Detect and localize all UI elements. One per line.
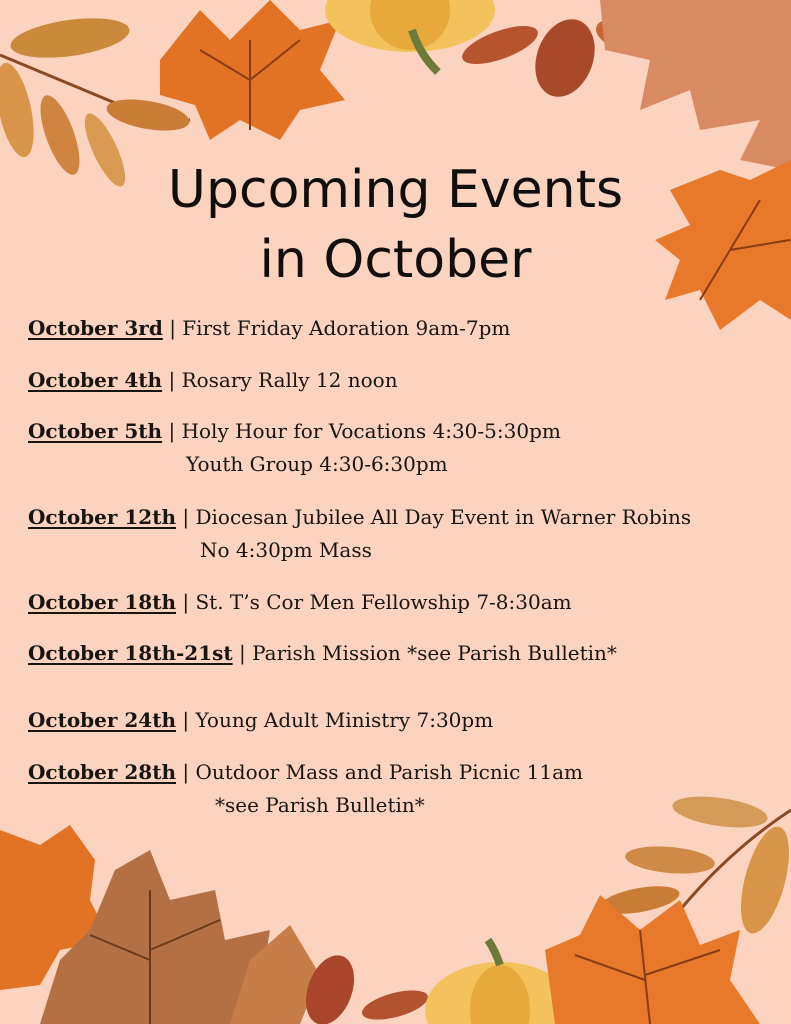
event-date: October 18th	[28, 590, 176, 614]
separator: |	[239, 641, 246, 665]
pumpkin-bottom-icon	[297, 940, 575, 1024]
event-date: October 18th-21st	[28, 641, 233, 665]
event-extra-text: Youth Group 4:30-6:30pm	[186, 452, 448, 476]
separator: |	[182, 760, 190, 784]
event-date: October 4th	[28, 368, 163, 392]
event-text: Diocesan Jubilee All Day Event in Warner Robins	[195, 505, 692, 529]
separator: |	[182, 505, 190, 529]
event-date: October 3rd	[28, 316, 163, 340]
event-row	[28, 366, 398, 394]
event-extra-text: No 4:30pm Mass	[200, 538, 372, 562]
event-text: Holy Hour for Vocations 4:30-5:30pm	[181, 419, 561, 443]
page-title-line-1: Upcoming Events	[167, 160, 624, 220]
event-date: October 12th	[28, 505, 176, 529]
page-title-line-2: in October	[259, 230, 532, 290]
event-row	[28, 417, 561, 445]
event-text: St. T’s Cor Men Fellowship 7-8:30am	[195, 590, 572, 614]
event-row	[28, 758, 583, 786]
event-row	[28, 314, 510, 342]
separator: |	[169, 316, 176, 340]
event-row	[28, 639, 617, 667]
event-text: Outdoor Mass and Parish Picnic 11am	[195, 760, 584, 784]
separator: |	[168, 419, 176, 443]
separator: |	[182, 708, 190, 732]
event-extra-text: *see Parish Bulletin*	[215, 793, 425, 817]
event-text: Young Adult Ministry 7:30pm	[195, 708, 494, 732]
event-row	[28, 503, 691, 531]
event-text: Rosary Rally 12 noon	[181, 368, 398, 392]
event-date: October 28th	[28, 760, 176, 784]
event-date: October 24th	[28, 708, 176, 732]
leaf-branch-bottom-right-icon	[545, 791, 791, 1024]
event-date: October 5th	[28, 419, 163, 443]
separator: |	[168, 368, 176, 392]
separator: |	[182, 590, 190, 614]
event-row	[28, 706, 493, 734]
event-row	[28, 588, 572, 616]
event-text: First Friday Adoration 9am-7pm	[182, 316, 511, 340]
maple-leaf-bottom-left-icon	[0, 825, 320, 1024]
event-text: Parish Mission *see Parish Bulletin*	[252, 641, 617, 665]
